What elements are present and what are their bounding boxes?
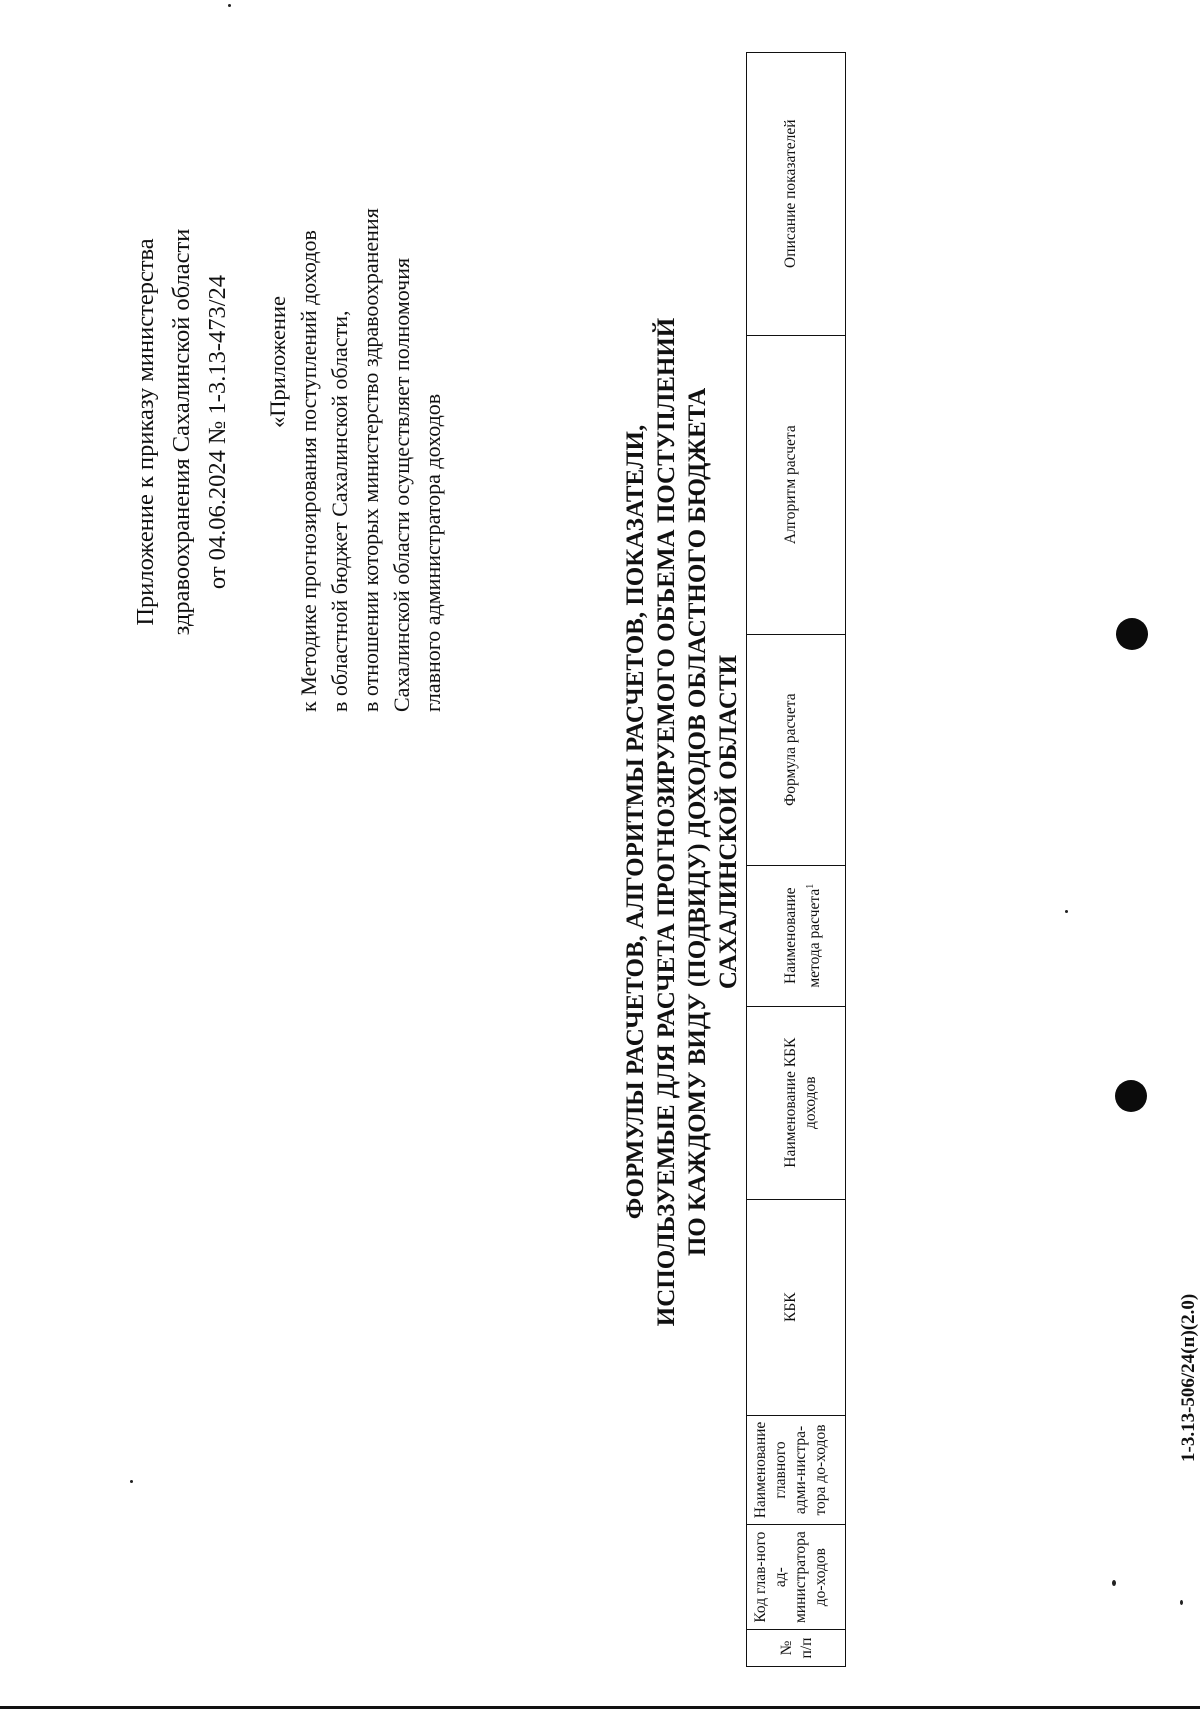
col-header-kbk: КБК (747, 1199, 846, 1415)
col-header-admin-name: Наименование главного адми-нистра-тора до-ходов (747, 1415, 846, 1525)
scan-speck (1112, 1580, 1116, 1586)
col-header-method-name (747, 865, 846, 1006)
punch-hole-mark (1116, 618, 1148, 650)
scan-speck (130, 1480, 133, 1483)
method-appendix-line: в областной бюджет Сахалинской области, (327, 310, 352, 712)
scan-speck (1180, 1600, 1183, 1605)
title-line: ФОРМУЛЫ РАСЧЕТОВ, АЛГОРИТМЫ РАСЧЕТОВ, ПОКАЗАТЕЛИ, (622, 424, 649, 1220)
table-header-row (747, 52, 846, 1666)
scan-edge-line (0, 1706, 1200, 1709)
title-line: ПО КАЖДОМУ ВИДУ (ПОДВИДУ) ДОХОДОВ ОБЛАСТНОГО БЮДЖЕТА (684, 387, 711, 1257)
method-appendix-line: в отношении которых министерство здравоохранения (358, 208, 383, 712)
col-header-formula: Формула расчета (747, 634, 846, 865)
method-appendix-header: «Приложение (265, 296, 290, 429)
scan-speck (228, 4, 231, 7)
forecast-table (746, 52, 846, 1667)
document-title (620, 202, 744, 1442)
method-appendix-line: к Методике прогнозирования поступлений доходов (296, 230, 321, 712)
footnote-mark: 1 (805, 883, 816, 889)
method-name-text: Наименование метода расчета (782, 887, 824, 988)
method-appendix-note (262, 12, 448, 712)
order-appendix-line: от 04.06.2024 № 1-3.13-473/24 (204, 274, 231, 590)
scan-speck (1065, 910, 1068, 913)
method-appendix-line: Сахалинской области осуществляет полномочия (389, 257, 414, 712)
col-header-admin-code: Код глав-ного ад-министратора до-ходов (747, 1525, 846, 1630)
title-line: ИСПОЛЬЗУЕМЫЕ ДЛЯ РАСЧЕТА ПРОГНОЗИРУЕМОГО ОБЪЕМА ПОСТУПЛЕНИЙ (653, 317, 680, 1327)
order-appendix-line: Приложение к приказу министерства (132, 238, 159, 626)
col-header-number: № п/п (747, 1630, 846, 1667)
order-appendix-note (128, 152, 236, 712)
col-header-algorithm: Алгоритм расчета (747, 335, 846, 634)
punch-hole-mark (1115, 1080, 1147, 1112)
title-line: САХАЛИНСКОЙ ОБЛАСТИ (715, 654, 742, 990)
method-appendix-line: главного администратора доходов (420, 393, 445, 712)
document-code: 1-3.13-506/24(п)(2.0) (1178, 1293, 1199, 1462)
col-header-indicators: Описание показателей (747, 52, 846, 335)
col-header-kbk-name: Наименование КБК доходов (747, 1006, 846, 1199)
order-appendix-line: здравоохранения Сахалинской области (168, 228, 195, 636)
